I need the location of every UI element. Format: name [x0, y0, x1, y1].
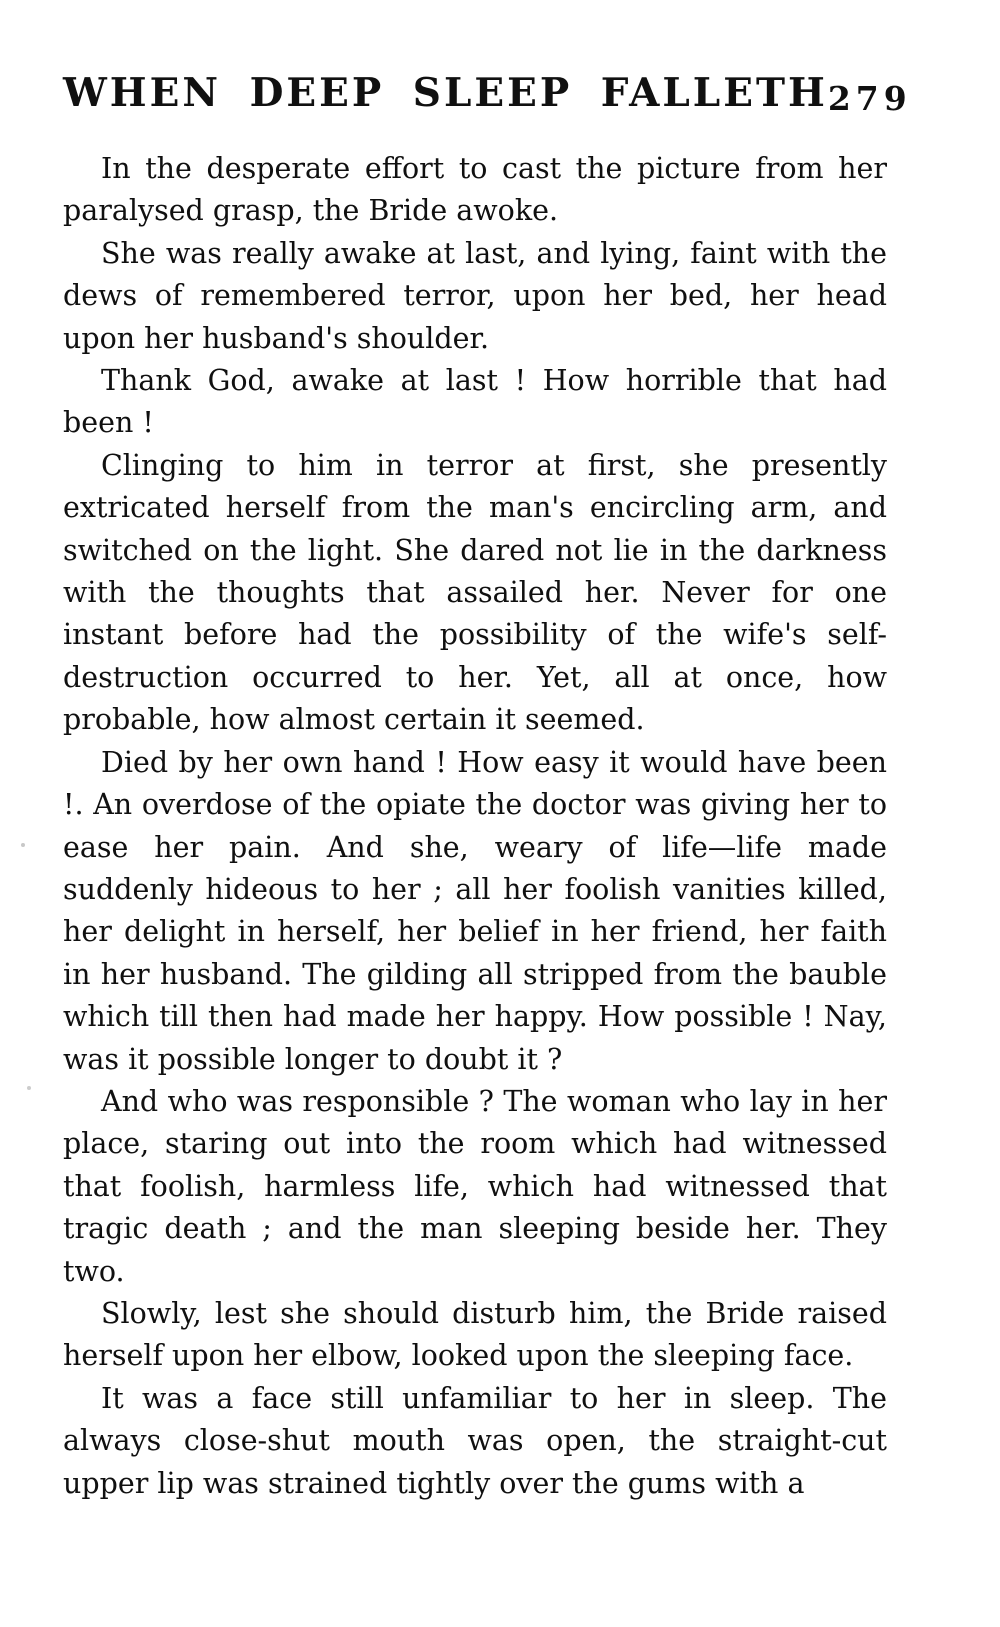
paragraph: Clinging to him in terror at first, she presently extricated herself from the man's encircling arm, and switched on the light. She dared not lie in the darkness with the thoughts that assailed her. Never for one instant before had the possibility of the wife's self-destruction occurred to her. Yet, all at once, how probable, how almost certain it seemed. [63, 448, 887, 737]
paragraph: And who was responsible ? The woman who lay in her place, staring out into the room which had witnessed that foolish, harmless life, which had witnessed that tragic death ; and the man sleeping beside her. They two. [63, 1084, 887, 1288]
scan-speck [27, 1086, 31, 1090]
page-number: 279 [827, 79, 912, 118]
paragraph: It was a face still unfamiliar to her in sleep. The always close-shut mouth was open, the straight-cut upper lip was strained tightly over the gums with a [63, 1381, 887, 1500]
paragraph: In the desperate effort to cast the picture from her paralysed grasp, the Bride awoke. [63, 152, 887, 228]
paragraph: Slowly, lest she should disturb him, the Bride raised herself upon her elbow, looked upon the sleeping face. [63, 1296, 887, 1373]
paragraph: Thank God, awake at last ! How horrible that had been ! [63, 364, 887, 440]
paragraph: Died by her own hand ! How easy it would have been !. An overdose of the opiate the doctor was giving her to ease her pain. And she, weary of life—life made suddenly hideous to her ; all her foolish vanities killed, her delight in herself, her belief in her friend, her faith in her husband. The gilding all stripped from the bauble which till then had made her happy. How possible ! Nay, was it possible longer to doubt it ? [63, 745, 887, 1076]
body-text [63, 148, 887, 1505]
running-header [63, 70, 912, 118]
scan-speck [21, 843, 25, 847]
chapter-running-title: WHEN DEEP SLEEP FALLETH [63, 70, 828, 116]
paragraph: She was really awake at last, and lying, faint with the dews of remembered terror, upon her bed, her head upon her husband's shoulder. [63, 236, 887, 355]
